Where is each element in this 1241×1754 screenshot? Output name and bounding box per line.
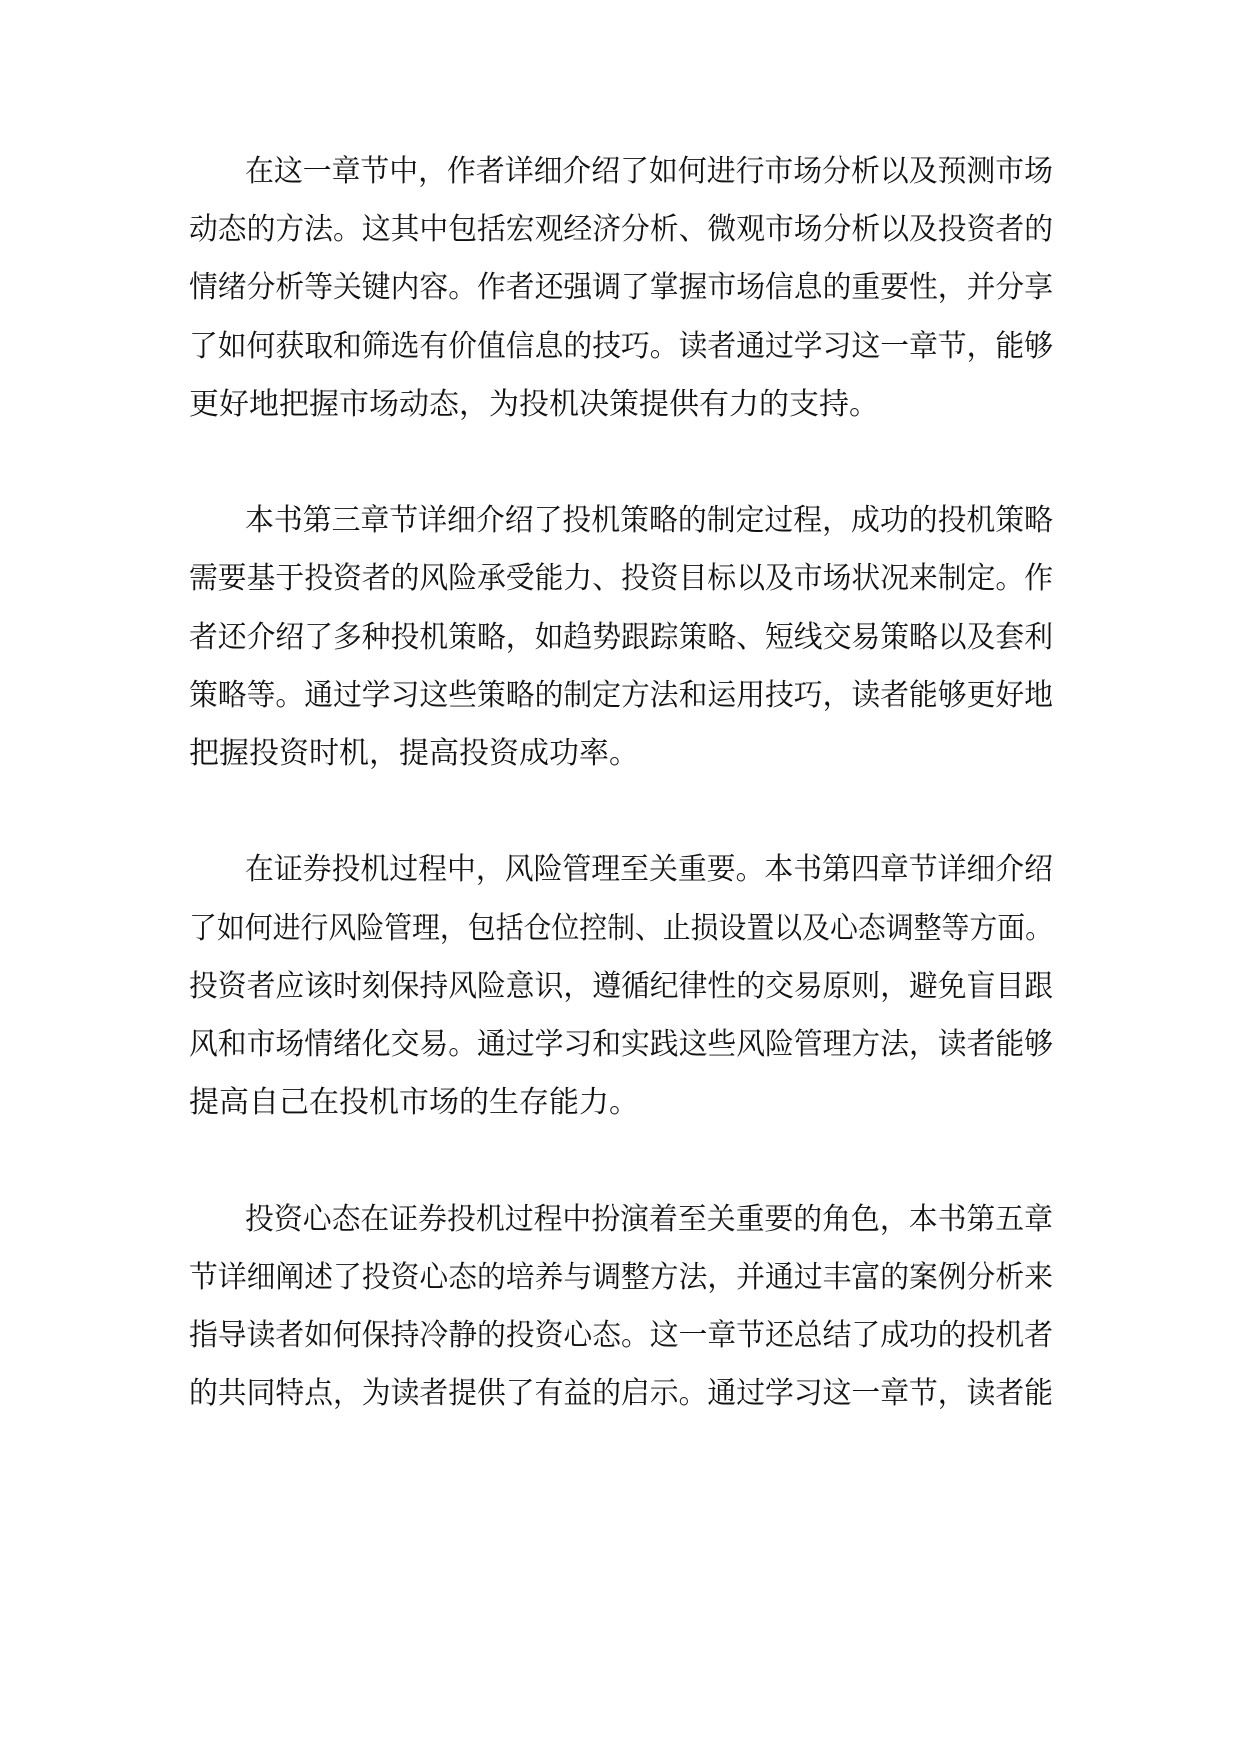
paragraph-line: 投资心态在证券投机过程中扮演着至关重要的角色，本书第五章 [245, 1201, 1053, 1237]
paragraph [189, 841, 1053, 1132]
paragraph-line: 的共同特点，为读者提供了有益的启示。通过学习这一章节，读者能 [189, 1376, 1053, 1412]
paragraph-line: 本书第三章节详细介绍了投机策略的制定过程，成功的投机策略 [245, 503, 1053, 539]
paragraph [189, 492, 1053, 783]
paragraph-line: 情绪分析等关键内容。作者还强调了掌握市场信息的重要性，并分享 [189, 270, 1053, 306]
document-body [189, 143, 1053, 1423]
paragraph [189, 1191, 1053, 1424]
paragraph-line: 了如何进行风险管理，包括仓位控制、止损设置以及心态调整等方面。 [189, 910, 1053, 946]
paragraph-line: 提高自己在投机市场的生存能力。 [189, 1085, 639, 1121]
paragraph-line: 策略等。通过学习这些策略的制定方法和运用技巧，读者能够更好地 [189, 677, 1053, 713]
paragraph-line: 动态的方法。这其中包括宏观经济分析、微观市场分析以及投资者的 [189, 212, 1053, 248]
paragraph-line: 了如何获取和筛选有价值信息的技巧。读者通过学习这一章节，能够 [189, 328, 1053, 364]
paragraph-line: 把握投资时机，提高投资成功率。 [189, 736, 639, 772]
paragraph-line: 需要基于投资者的风险承受能力、投资目标以及市场状况来制定。作 [189, 561, 1053, 597]
paragraph-line: 投资者应该时刻保持风险意识，遵循纪律性的交易原则，避免盲目跟 [189, 968, 1053, 1004]
paragraph-line: 指导读者如何保持冷静的投资心态。这一章节还总结了成功的投机者 [189, 1318, 1053, 1354]
paragraph-line: 节详细阐述了投资心态的培养与调整方法，并通过丰富的案例分析来 [189, 1259, 1053, 1295]
paragraph-line: 风和市场情绪化交易。通过学习和实践这些风险管理方法，读者能够 [189, 1027, 1053, 1063]
paragraph-line: 在这一章节中，作者详细介绍了如何进行市场分析以及预测市场 [245, 154, 1053, 189]
paragraph-line: 者还介绍了多种投机策略，如趋势跟踪策略、短线交易策略以及套利 [189, 619, 1053, 655]
paragraph-line: 在证券投机过程中，风险管理至关重要。本书第四章节详细介绍 [245, 852, 1053, 888]
paragraph [189, 143, 1053, 434]
paragraph-line: 更好地把握市场动态，为投机决策提供有力的支持。 [189, 386, 879, 422]
